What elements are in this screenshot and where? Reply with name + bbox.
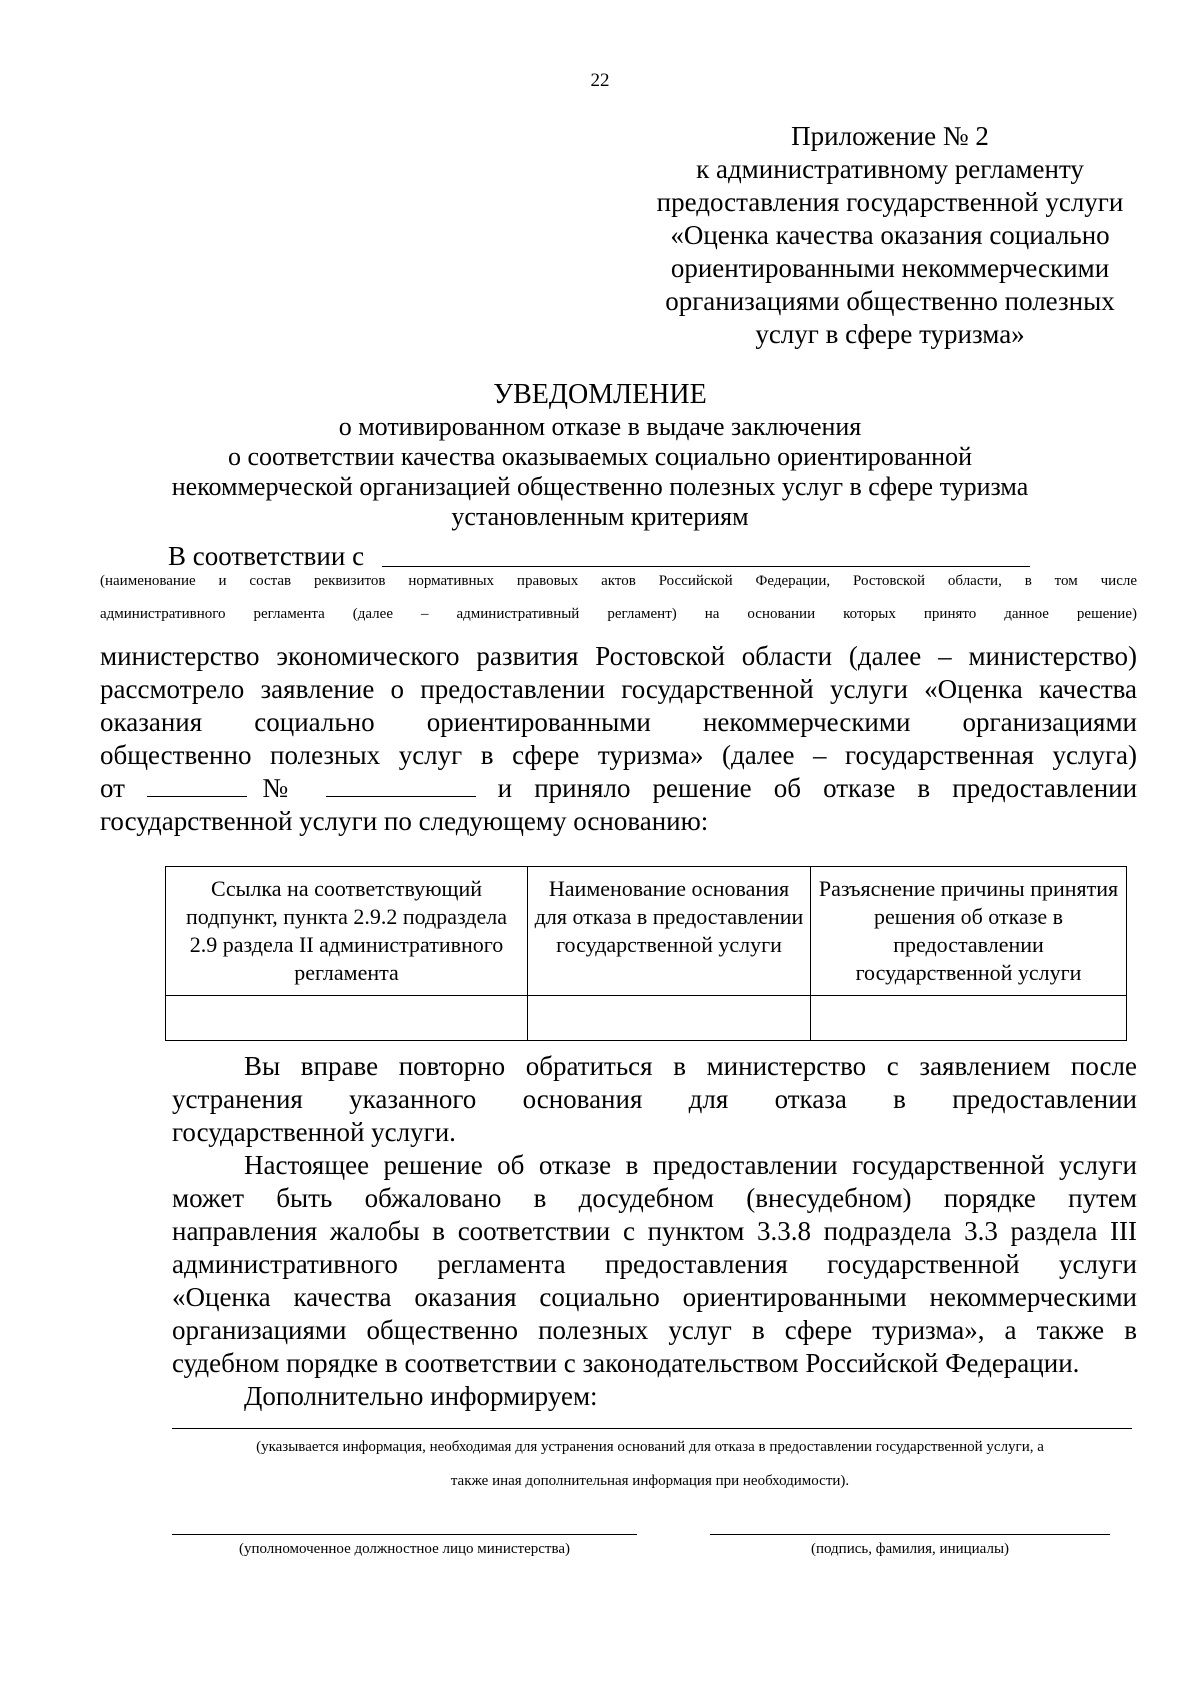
appendix-line: «Оценка качества оказания социально: [670, 220, 1110, 250]
notice-subtitle-line: некоммерческой организацией общественно полезных услуг в сфере туризма: [171, 472, 1029, 501]
table-header-cell: Ссылка на соответствующий подпункт, пункта 2.9.2 подраздела 2.9 раздела II административного регламента: [166, 867, 528, 996]
decision-line-date: [100, 772, 1137, 805]
official-fill-line: [172, 1534, 637, 1535]
basis-hint: административного регламента (далее – административный регламент) на основании которых принято данное решение): [100, 606, 1137, 622]
page-number: 22: [590, 70, 610, 91]
number-blank: [326, 772, 476, 797]
appendix-line: предоставления государственной услуги: [656, 187, 1124, 217]
reapply-line: устранения указанного основания для отказа в предоставлении: [172, 1084, 1137, 1114]
signature-caption: (подпись, фамилия, инициалы): [810, 1541, 1010, 1557]
table-cell[interactable]: [528, 996, 811, 1041]
decision-line: рассмотрело заявление о предоставлении государственной услуги «Оценка качества: [100, 674, 1137, 704]
notice-subtitle-line: о мотивированном отказе в выдаче заключения: [338, 412, 862, 441]
table-cell[interactable]: [166, 996, 528, 1041]
additional-hint: (указывается информация, необходимая для устранения оснований для отказа в предоставлении государственной услуги, а: [256, 1439, 1044, 1455]
appeal-line: Настоящее решение об отказе в предоставлении государственной услуги: [244, 1150, 1137, 1180]
appendix-line: организациями общественно полезных: [665, 286, 1115, 316]
reapply-line: государственной услуги.: [172, 1117, 456, 1147]
notice-title: УВЕДОМЛЕНИЕ: [493, 379, 707, 410]
reapply-line: Вы вправе повторно обратиться в министерство с заявлением после: [244, 1051, 1137, 1081]
appeal-line: организациями общественно полезных услуг в сфере туризма», а также в: [172, 1315, 1137, 1345]
notice-subtitle-line: о соответствии качества оказываемых социально ориентированной: [228, 442, 972, 471]
decision-line: оказания социально ориентированными некоммерческими организациями: [100, 707, 1137, 737]
basis-fill-line: [382, 566, 1030, 567]
table-header-row: [166, 867, 1127, 996]
appeal-line: административного регламента предоставления государственной услуги: [172, 1249, 1137, 1279]
reapply-paragraph: [172, 1050, 1137, 1149]
appendix-header: [630, 120, 1150, 351]
reasons-table: [165, 866, 1127, 1041]
basis-label: В соответствии с: [168, 541, 365, 571]
number-sign: №: [247, 773, 304, 803]
appeal-line: может быть обжаловано в досудебном (внесудебном) порядке путем: [172, 1183, 1137, 1213]
decision-paragraph: [100, 640, 1137, 838]
appendix-line: услуг в сфере туризма»: [755, 319, 1025, 349]
appendix-line: Приложение № 2: [791, 121, 989, 151]
notice-heading: [100, 378, 1100, 532]
additional-label: Дополнительно информируем:: [244, 1381, 598, 1411]
from-label: от: [100, 773, 125, 803]
date-blank: [147, 772, 247, 797]
table-header-cell: Наименование основания для отказа в предоставлении государственной услуги: [528, 867, 811, 996]
signature-fill-line: [710, 1534, 1110, 1535]
additional-fill-line: [172, 1428, 1132, 1429]
decision-line: министерство экономического развития Ростовской области (далее – министерство): [100, 641, 1137, 671]
notice-subtitle-line: установленным критериям: [451, 502, 749, 531]
appeal-paragraph: [172, 1149, 1137, 1380]
appeal-line: направления жалобы в соответствии с пунктом 3.3.8 подраздела 3.3 раздела III: [172, 1216, 1137, 1246]
decision-line: общественно полезных услуг в сфере туризма» (далее – государственная услуга): [100, 740, 1137, 770]
appendix-line: к административному регламенту: [696, 154, 1084, 184]
decision-rest: и приняло решение об отказе в предоставлении: [497, 773, 1138, 803]
additional-hint: также иная дополнительная информация при необходимости).: [450, 1473, 850, 1489]
table-header-cell: Разъяснение причины принятия решения об отказе в предоставлении государственной услуги: [811, 867, 1127, 996]
table-cell[interactable]: [811, 996, 1127, 1041]
official-caption: (уполномоченное должностное лицо министерства): [238, 1541, 570, 1557]
basis-hint: (наименование и состав реквизитов нормативных правовых актов Российской Федерации, Ростовской области, в том числе: [100, 573, 1137, 589]
appeal-line: судебном порядке в соответствии с законодательством Российской Федерации.: [172, 1348, 1080, 1378]
decision-line: государственной услуги по следующему основанию:: [100, 806, 709, 836]
appendix-line: ориентированными некоммерческими: [670, 253, 1110, 283]
appeal-line: «Оценка качества оказания социально ориентированными некоммерческими: [172, 1282, 1137, 1312]
table-row: [166, 996, 1127, 1041]
